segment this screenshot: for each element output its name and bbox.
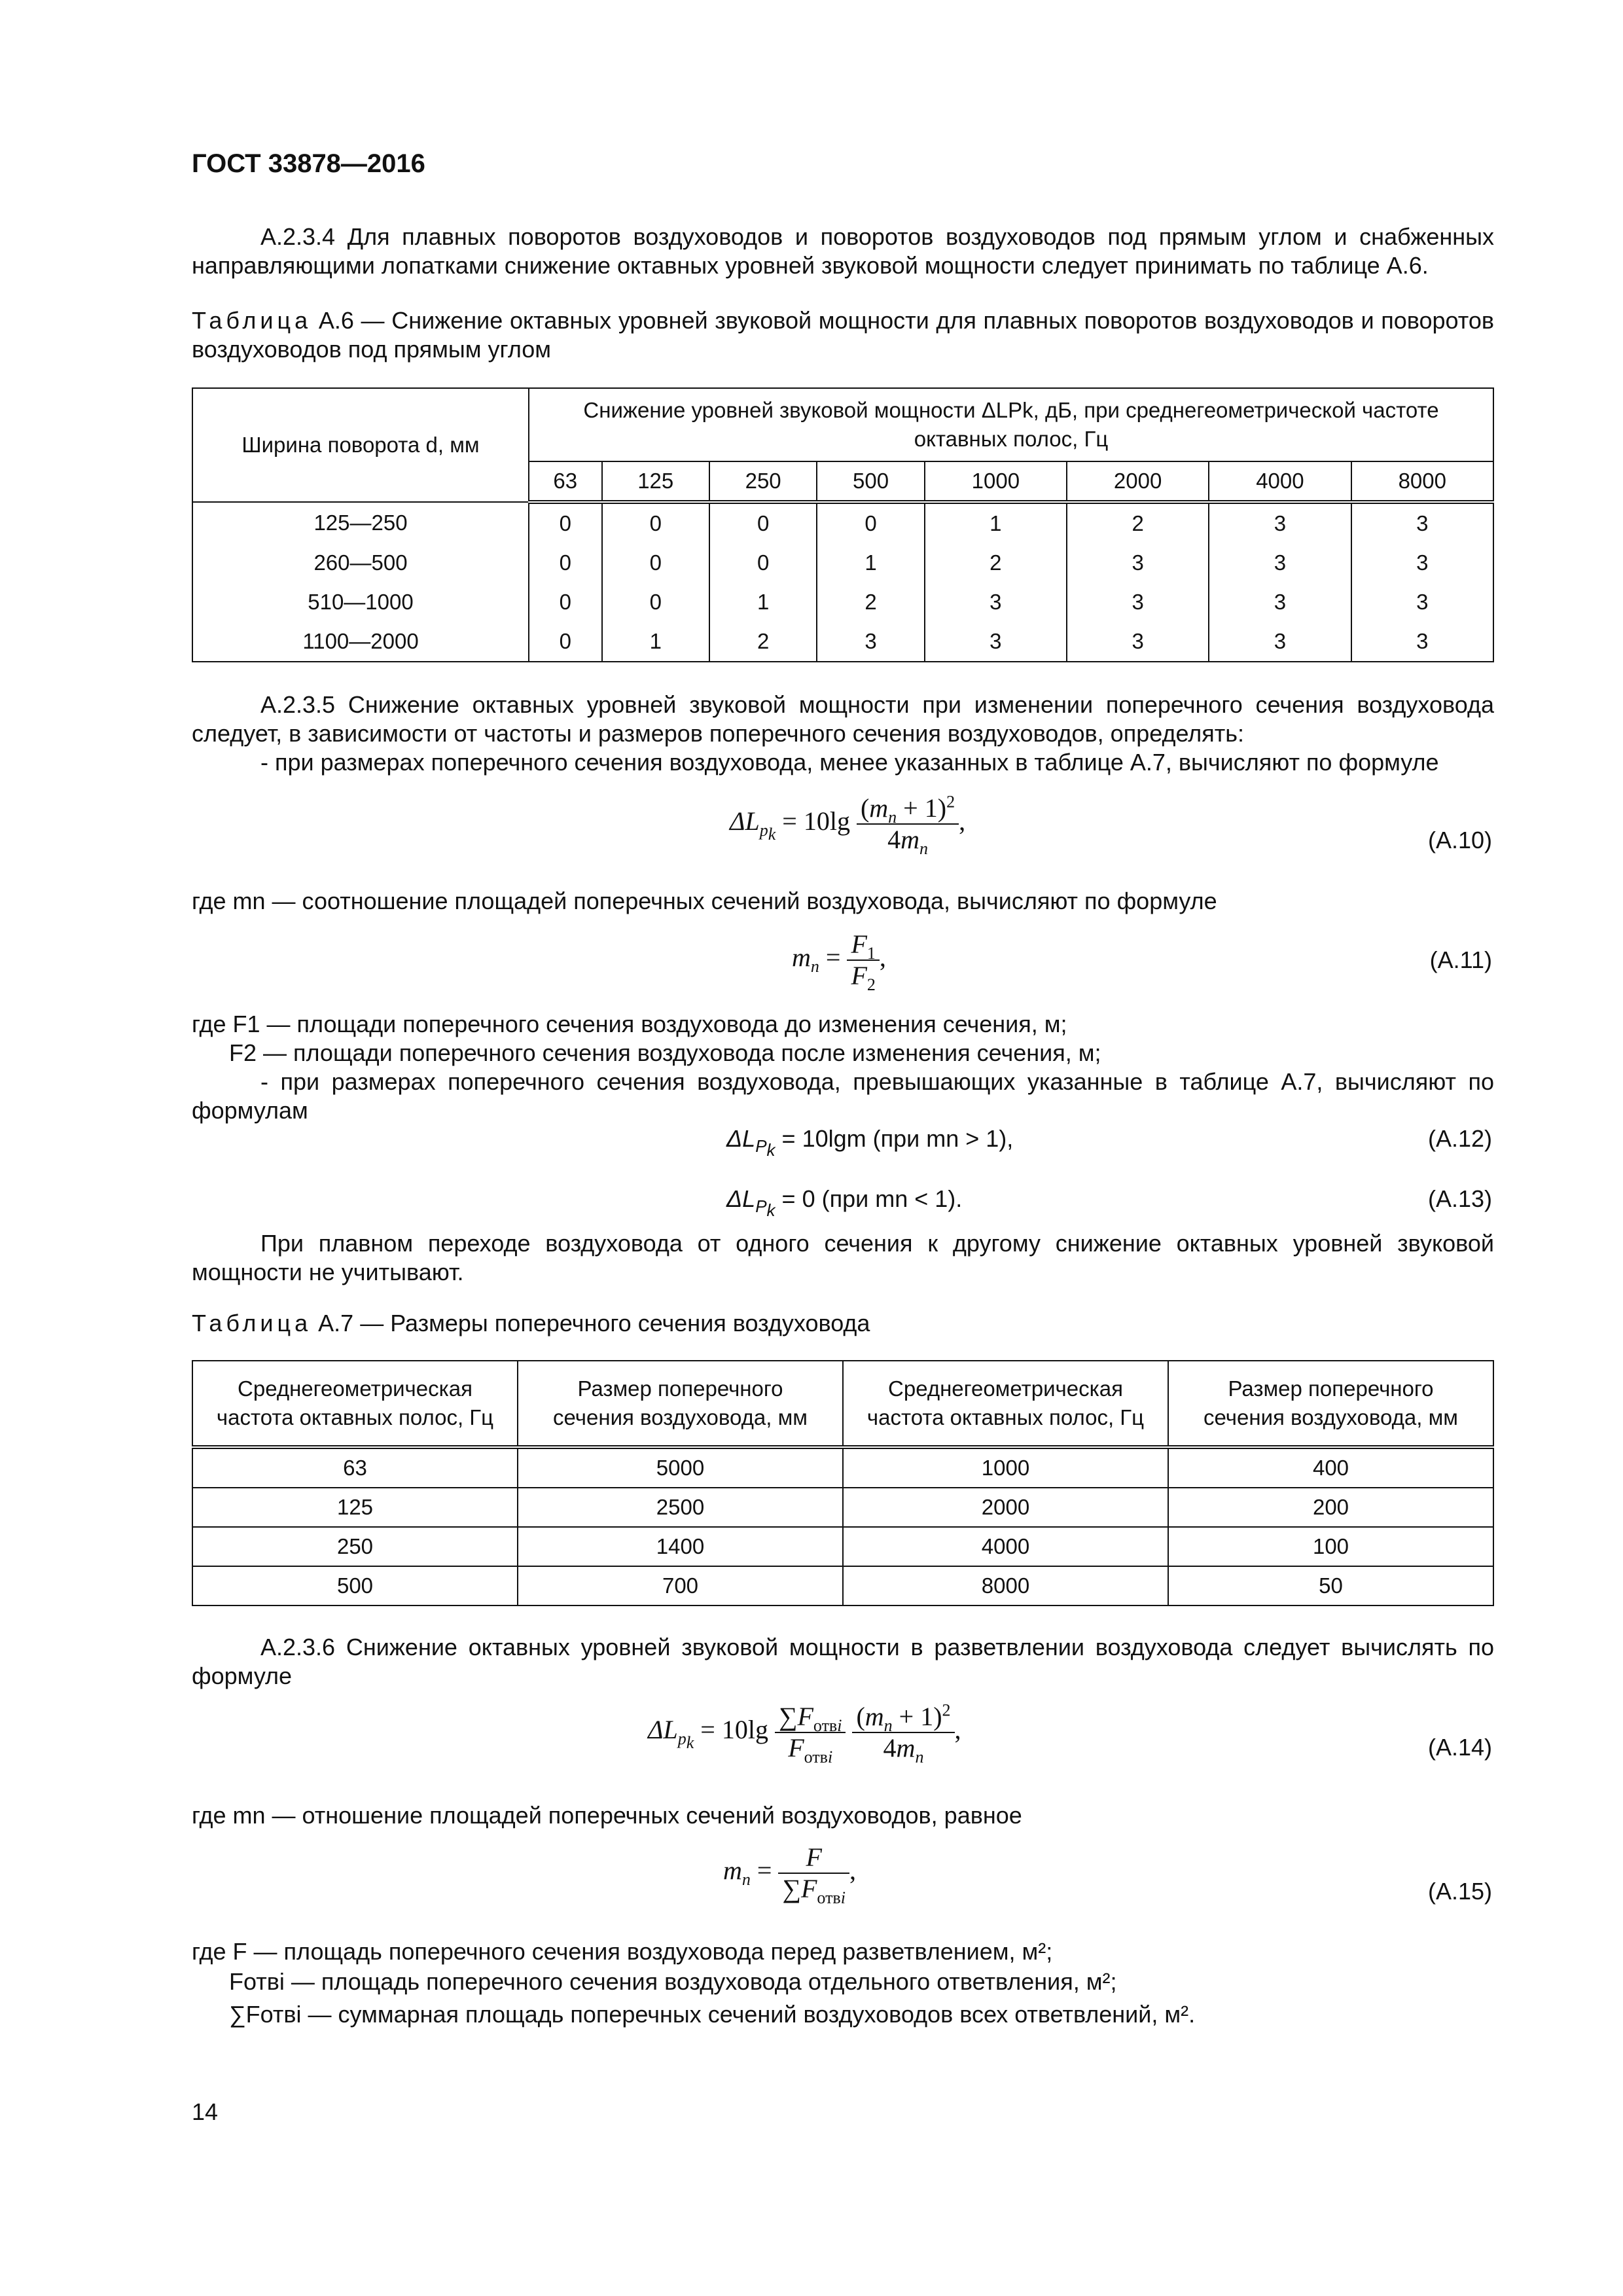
table6-freq-0: 63 xyxy=(529,461,602,502)
table6-freq-7: 8000 xyxy=(1351,461,1493,502)
eq-number-a10: (А.10) xyxy=(1427,827,1492,853)
table7-caption-text: А.7 — Размеры поперечного сечения воздуховода xyxy=(312,1310,870,1336)
formula-a12-text: = 10lgm (при mn > 1), xyxy=(781,1125,1014,1152)
table6-value-cell: 0 xyxy=(529,502,602,543)
table6-width-cell: 125—250 xyxy=(192,502,529,543)
where-mn-1: где mn — соотношение площадей поперечных сечений воздуховода, вычисляют по формуле xyxy=(192,888,1217,914)
table6-caption-label: Таблица xyxy=(192,307,312,334)
table6-freq-2: 250 xyxy=(709,461,817,502)
table6-value-cell: 0 xyxy=(709,543,817,583)
table7-cell: 400 xyxy=(1168,1447,1493,1488)
table6-value-cell: 3 xyxy=(1351,502,1493,543)
table6-value-cell: 3 xyxy=(1067,583,1209,622)
table6-value-cell: 0 xyxy=(602,502,709,543)
eq-number-a15: (А.15) xyxy=(1427,1878,1492,1905)
table7-header-2: Среднегеометрическая частота октавных полос, Гц xyxy=(843,1361,1168,1447)
table6-value-cell: 3 xyxy=(1351,622,1493,662)
table6-value-cell: 2 xyxy=(925,543,1067,583)
paragraph-a236: А.2.3.6 Снижение октавных уровней звуковой мощности в разветвлении воздуховода следует вычислять по формуле xyxy=(192,1634,1494,1689)
table6-value-cell: 1 xyxy=(709,583,817,622)
formula-a14: $\Delta L_{p_k} = 10\lg$ $\frac{\sum F_{отвi}}{F_{отвi}}$ $\frac{(m_n + 1)^2}{4m_n}$ , xyxy=(648,1700,961,1767)
formula-a13-text: = 0 (при mn < 1). xyxy=(781,1185,963,1212)
table7-cell: 2000 xyxy=(843,1488,1168,1527)
table6-value-cell: 0 xyxy=(602,583,709,622)
paragraph-a235-item1: - при размерах поперечного сечения воздуховода, менее указанных в таблице А.7, вычисляют по формуле xyxy=(260,749,1439,776)
where-Fotv: Fотвi — площадь поперечного сечения воздуховода отдельного ответвления, м²; xyxy=(229,1968,1117,1995)
table6-value-cell: 3 xyxy=(925,622,1067,662)
table7-cell: 8000 xyxy=(843,1566,1168,1605)
table7-cell: 4000 xyxy=(843,1527,1168,1566)
where-f1: где F1 — площади поперечного сечения воздуховода до изменения сечения, м; xyxy=(192,1011,1067,1037)
table6-value-cell: 3 xyxy=(925,583,1067,622)
page-number: 14 xyxy=(192,2098,219,2125)
table6-value-cell: 3 xyxy=(817,622,924,662)
table7-cell: 1000 xyxy=(843,1447,1168,1488)
table7-cell: 250 xyxy=(192,1527,518,1566)
table6-body xyxy=(192,502,1493,662)
where-sum: ∑Fотвi — суммарная площадь поперечных сечений воздуховодов всех ответвлений, м². xyxy=(229,2001,1196,2028)
table7-cell: 50 xyxy=(1168,1566,1493,1605)
table7-cell: 125 xyxy=(192,1488,518,1527)
table-a6 xyxy=(192,387,1494,662)
where-f2: F2 — площади поперечного сечения воздуховода после изменения сечения, м; xyxy=(229,1039,1101,1066)
document-header: ГОСТ 33878—2016 xyxy=(192,149,425,178)
table6-value-cell: 0 xyxy=(817,502,924,543)
paragraph-a234: А.2.3.4 Для плавных поворотов воздуховодов и поворотов воздуховодов под прямым углом и снабженных направляющими лопатками снижение октавных уровней звуковой мощности следует принимать по таблице А.6. xyxy=(192,223,1494,279)
paragraph-a235: А.2.3.5 Снижение октавных уровней звуковой мощности при изменении поперечного сечения воздуховода следует, в зависимости от частоты и размеров поперечного сечения воздуховодов, определять: xyxy=(192,691,1494,747)
table6-caption xyxy=(192,306,1494,364)
table6-value-cell: 3 xyxy=(1067,622,1209,662)
table-row xyxy=(192,622,1493,662)
table6-value-cell: 1 xyxy=(602,622,709,662)
table7-body xyxy=(192,1447,1493,1605)
table6-value-cell: 3 xyxy=(1209,543,1351,583)
table6-freq-5: 2000 xyxy=(1067,461,1209,502)
table7-header-row xyxy=(192,1361,1493,1447)
paragraph-item2: - при размерах поперечного сечения воздуховода, превышающих указанные в таблице А.7, вычисляют по формулам xyxy=(192,1068,1494,1124)
table-row xyxy=(192,1488,1493,1527)
table7-cell: 200 xyxy=(1168,1488,1493,1527)
formula-a10: $\Delta L_{p_k} = 10\lg$ $\frac{(m_n + 1)^2}{4m_n}$ , xyxy=(730,792,966,858)
table6-value-cell: 3 xyxy=(1351,543,1493,583)
table6-value-cell: 3 xyxy=(1209,583,1351,622)
table6-value-cell: 1 xyxy=(817,543,924,583)
table-a7 xyxy=(192,1360,1494,1606)
eq-number-a14: (А.14) xyxy=(1427,1734,1492,1761)
eq-number-a13: (А.13) xyxy=(1427,1185,1492,1212)
table7-header-0: Среднегеометрическая частота октавных полос, Гц xyxy=(192,1361,518,1447)
table6-value-cell: 3 xyxy=(1351,583,1493,622)
paragraph-smooth: При плавном переходе воздуховода от одного сечения к другому снижение октавных уровней звуковой мощности не учитывают. xyxy=(192,1230,1494,1285)
table6-value-cell: 2 xyxy=(1067,502,1209,543)
table-row xyxy=(192,1447,1493,1488)
table-row xyxy=(192,1527,1493,1566)
table6-value-cell: 3 xyxy=(1209,502,1351,543)
formula-a11: $m_n$ = $\frac{F_1}{F_2}$ , xyxy=(792,929,886,994)
table6-freq-6: 4000 xyxy=(1209,461,1351,502)
table7-cell: 63 xyxy=(192,1447,518,1488)
table7-cell: 100 xyxy=(1168,1527,1493,1566)
table7-cell: 2500 xyxy=(518,1488,843,1527)
table6-width-cell: 510—1000 xyxy=(192,583,529,622)
table6-value-cell: 0 xyxy=(709,502,817,543)
eq-number-a11: (А.11) xyxy=(1429,946,1492,973)
table6-value-cell: 0 xyxy=(529,543,602,583)
table6-group-header: Снижение уровней звуковой мощности ΔLPk, дБ, при среднегеометрической частоте октавных полос, Гц xyxy=(529,388,1493,461)
table6-value-cell: 0 xyxy=(529,583,602,622)
table6-value-cell: 0 xyxy=(529,622,602,662)
eq-number-a12: (А.12) xyxy=(1427,1125,1492,1152)
table6-value-cell: 0 xyxy=(602,543,709,583)
table6-value-cell: 3 xyxy=(1067,543,1209,583)
table-row xyxy=(192,583,1493,622)
formula-a12: $\Delta L_{P_k} = 10\lg m$ (при mn > 1), xyxy=(726,1125,1014,1160)
table-row xyxy=(192,502,1493,543)
where-F: где F — площадь поперечного сечения воздуховода перед разветвлением, м²; xyxy=(192,1938,1053,1965)
table6-freq-4: 1000 xyxy=(925,461,1067,502)
table6-caption-text: А.6 — Снижение октавных уровней звуковой мощности для плавных поворотов воздуховодов и поворотов воздуховодов под прямым углом xyxy=(192,307,1494,363)
table-row xyxy=(192,543,1493,583)
table6-width-cell: 260—500 xyxy=(192,543,529,583)
table6-col1-header: Ширина поворота d, мм xyxy=(192,388,529,502)
table-row xyxy=(192,1566,1493,1605)
table6-value-cell: 3 xyxy=(1209,622,1351,662)
table6-value-cell: 1 xyxy=(925,502,1067,543)
table7-cell: 700 xyxy=(518,1566,843,1605)
table6-value-cell: 2 xyxy=(817,583,924,622)
table7-cell: 1400 xyxy=(518,1527,843,1566)
table7-header-3: Размер поперечного сечения воздуховода, мм xyxy=(1168,1361,1493,1447)
table7-cell: 5000 xyxy=(518,1447,843,1488)
table6-width-cell: 1100—2000 xyxy=(192,622,529,662)
formula-a15: $m_n$ = $\frac{F}{\sum F_{отвi}}$ , xyxy=(723,1842,856,1907)
table6-freq-1: 125 xyxy=(602,461,709,502)
where-mn-2: где mn — отношение площадей поперечных сечений воздуховодов, равное xyxy=(192,1802,1022,1829)
formula-a13: $\Delta L_{P_k} = 0$ (при mn < 1). xyxy=(726,1185,963,1221)
table7-header-1: Размер поперечного сечения воздуховода, мм xyxy=(518,1361,843,1447)
table7-caption-label: Таблица xyxy=(192,1310,312,1336)
table7-cell: 500 xyxy=(192,1566,518,1605)
table7-caption xyxy=(192,1309,1494,1338)
table6-value-cell: 2 xyxy=(709,622,817,662)
table6-freq-3: 500 xyxy=(817,461,924,502)
